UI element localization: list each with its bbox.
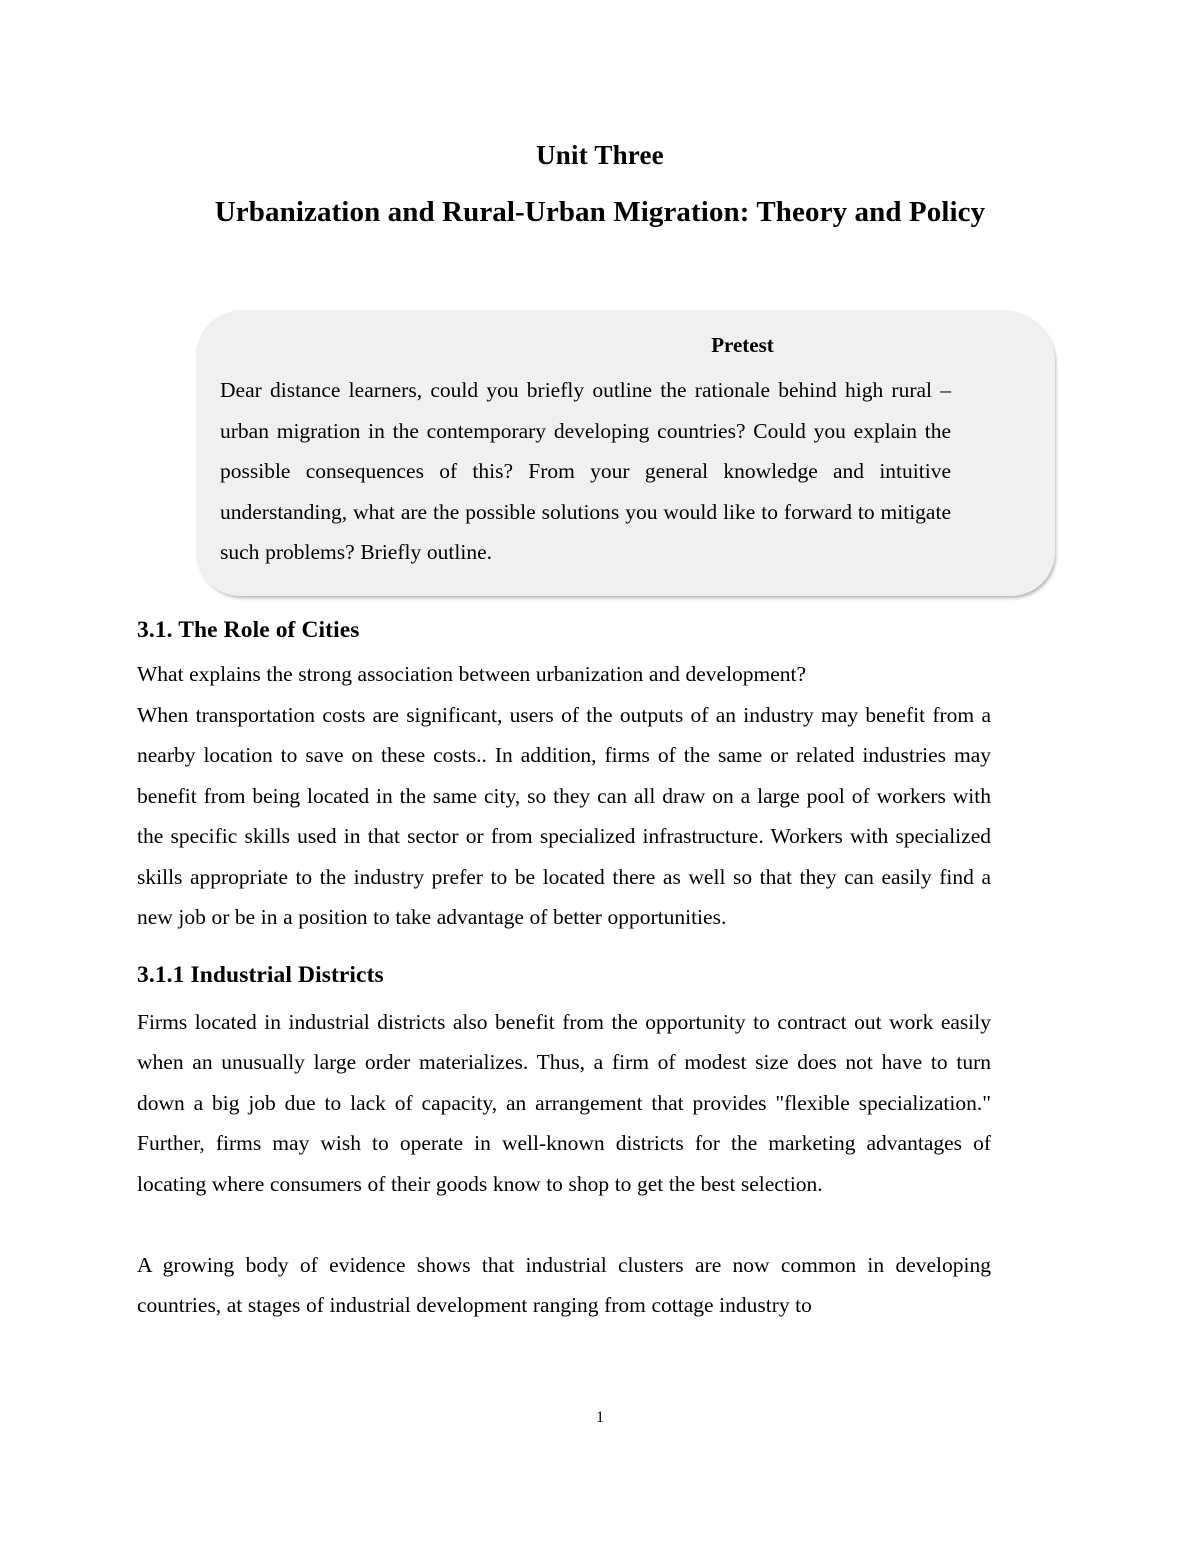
pretest-callout-box [196, 310, 1055, 596]
paragraph-industrial-districts-1: Firms located in industrial districts also benefit from the opportunity to contract out work easily when an unusually large order materializes. Thus, a firm of modest size does not have to turn down a big job due to lack of capacity, an arrangement that provides "flexible specialization." Further, firms may wish to operate in well-known districts for the marketing advantages of locating where consumers of their goods know to shop to get the best selection. [137, 1009, 991, 1196]
page-number: 1 [596, 1409, 604, 1426]
pretest-heading: Pretest [711, 333, 774, 357]
paragraph-role-of-cities-lead: What explains the strong association between urbanization and development? [137, 662, 807, 686]
section-heading-industrial-districts: 3.1.1 Industrial Districts [137, 961, 384, 988]
unit-title: Urbanization and Rural-Urban Migration: Theory and Policy [214, 196, 986, 228]
section-heading-role-of-cities: 3.1. The Role of Cities [137, 617, 360, 643]
pretest-body-text: Dear distance learners, could you briefly outline the rationale behind high rural – urban migration in the contemporary developing countries? Could you explain the possible consequences of this? From your general knowledge and intuitive understanding, what are the possible solutions you would like to forward to mitigate such problems? Briefly outline. [220, 378, 951, 564]
paragraph-industrial-districts-2: A growing body of evidence shows that industrial clusters are now common in developing countries, at stages of industrial development ranging from cottage industry to [137, 1252, 991, 1317]
body-content [137, 615, 991, 1326]
unit-label: Unit Three [536, 140, 664, 170]
paragraph-role-of-cities-body: When transportation costs are significant, users of the outputs of an industry may benefit from a nearby location to save on these costs.. In addition, firms of the same or related industries may benefit from being located in the same city, so they can all draw on a large pool of workers with the specific skills used in that sector or from specialized infrastructure. Workers with specialized skills appropriate to the industry prefer to be located there as well so that they can easily find a new job or be in a position to take advantage of better opportunities. [137, 702, 991, 929]
